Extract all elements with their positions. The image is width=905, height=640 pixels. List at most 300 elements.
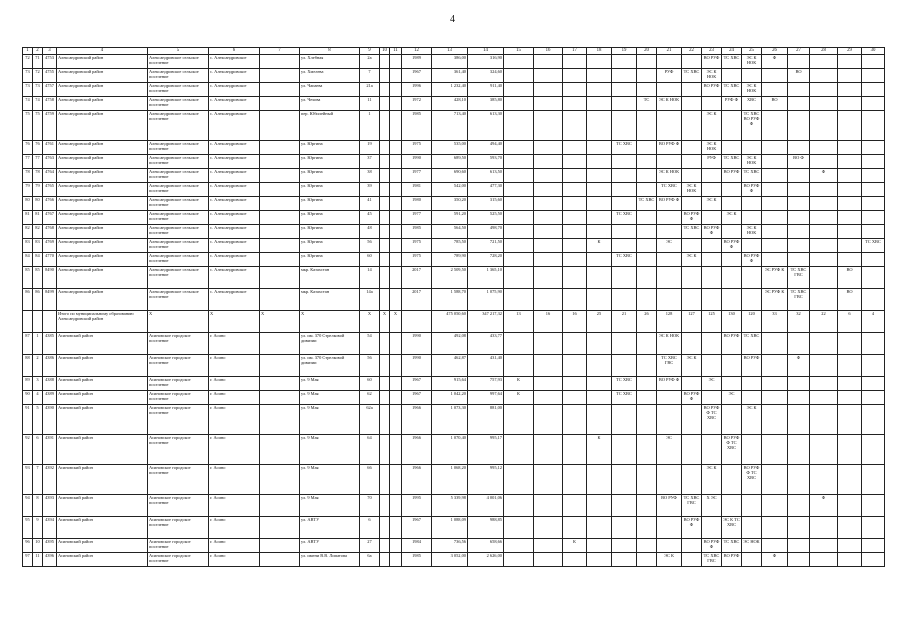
table-cell: [612, 539, 637, 553]
table-cell: ТС: [637, 97, 657, 111]
table-cell: Александровское сельское поселение: [148, 155, 209, 169]
table-cell: [657, 225, 682, 239]
table-cell: 1975: [402, 253, 432, 267]
table-row: [23, 355, 885, 377]
table-cell: [682, 83, 702, 97]
table-cell: Александровское сельское поселение: [148, 211, 209, 225]
table-cell: [682, 333, 702, 355]
table-cell: [504, 239, 534, 253]
table-cell: Александровское сельское поселение: [148, 169, 209, 183]
table-cell: [380, 333, 390, 355]
table-cell: 82: [33, 225, 43, 239]
table-cell: Асиновское городское поселение: [148, 391, 209, 405]
table-cell: ЭС: [657, 435, 682, 465]
table-cell: [657, 111, 682, 141]
table-cell: К: [587, 435, 612, 465]
col-number: 1: [23, 48, 33, 55]
table-cell: [682, 197, 702, 211]
table-cell: 73: [23, 83, 33, 97]
table-cell: ул. 9 Мая: [300, 405, 360, 435]
col-number: 7: [260, 48, 300, 55]
table-cell: [810, 289, 838, 311]
table-cell: К: [587, 239, 612, 253]
table-cell: 1966: [402, 435, 432, 465]
table-cell: [682, 289, 702, 311]
table-cell: [810, 267, 838, 289]
table-cell: [682, 55, 702, 69]
table-cell: с. Александровское: [209, 289, 260, 311]
table-cell: 128: [657, 311, 682, 333]
table-cell: [682, 97, 702, 111]
table-cell: Асиновское городское поселение: [148, 495, 209, 517]
table-cell: Ф: [762, 553, 788, 567]
table-cell: ВО РУФ Ф: [742, 183, 762, 197]
table-cell: [380, 377, 390, 391]
table-cell: 591,20: [432, 211, 468, 225]
table-cell: 1990: [402, 333, 432, 355]
table-cell: 78: [33, 169, 43, 183]
table-cell: [260, 289, 300, 311]
table-cell: 1 068,20: [432, 465, 468, 495]
table-cell: Александровское сельское поселение: [148, 225, 209, 239]
table-cell: ВО РУФ Ф ТС ХВС: [742, 465, 762, 495]
table-cell: [563, 517, 587, 539]
table-cell: 785,50: [432, 239, 468, 253]
table-cell: [402, 311, 432, 333]
col-number: 5: [148, 48, 209, 55]
table-cell: РУФ: [702, 155, 722, 169]
table-cell: [504, 253, 534, 267]
table-cell: с. Александровское: [209, 183, 260, 197]
table-cell: 911,40: [468, 83, 504, 97]
table-cell: [637, 55, 657, 69]
table-cell: [504, 97, 534, 111]
table-cell: 4: [862, 311, 885, 333]
table-cell: [838, 465, 862, 495]
table-cell: Александровское сельское поселение: [148, 83, 209, 97]
table-cell: [862, 355, 885, 377]
table-cell: [612, 97, 637, 111]
table-cell: [762, 155, 788, 169]
table-cell: [788, 111, 810, 141]
table-cell: [390, 55, 402, 69]
table-cell: 2 509,50: [432, 267, 468, 289]
table-cell: [563, 55, 587, 69]
table-cell: [260, 553, 300, 567]
table-cell: г. Асино: [209, 355, 260, 377]
table-cell: Александровское сельское поселение: [148, 289, 209, 311]
table-cell: [862, 111, 885, 141]
table-cell: [682, 377, 702, 391]
table-cell: [637, 253, 657, 267]
table-cell: [722, 355, 742, 377]
table-cell: [742, 267, 762, 289]
table-cell: ТС ХВС: [722, 83, 742, 97]
table-cell: [534, 55, 563, 69]
col-number: 15: [504, 48, 534, 55]
table-cell: [722, 69, 742, 83]
table-cell: 4394: [43, 517, 57, 539]
table-cell: [587, 553, 612, 567]
table-cell: 14: [360, 267, 380, 289]
table-cell: ВО: [838, 289, 862, 311]
table-cell: с. Александровское: [209, 141, 260, 155]
table-cell: [657, 517, 682, 539]
table-cell: [380, 289, 390, 311]
table-cell: 997,64: [468, 391, 504, 405]
table-cell: [504, 155, 534, 169]
table-cell: 81: [33, 211, 43, 225]
table-cell: 6: [838, 311, 862, 333]
table-cell: ВО РУФ: [657, 495, 682, 517]
table-cell: 385,80: [468, 97, 504, 111]
table-cell: [534, 435, 563, 465]
table-cell: Александровский район: [57, 155, 148, 169]
table-cell: [504, 267, 534, 289]
table-cell: 120: [742, 311, 762, 333]
table-cell: 83: [33, 239, 43, 253]
table-row: [23, 211, 885, 225]
table-cell: 60: [360, 377, 380, 391]
table-cell: [637, 465, 657, 495]
table-cell: [637, 83, 657, 97]
table-cell: ул. 9 Мая: [300, 435, 360, 465]
table-cell: 4769: [43, 239, 57, 253]
table-cell: [762, 435, 788, 465]
col-number: 30: [862, 48, 885, 55]
table-cell: 85: [33, 267, 43, 289]
table-cell: [534, 517, 563, 539]
table-cell: 1 088,09: [432, 517, 468, 539]
table-cell: Александровское сельское поселение: [148, 253, 209, 267]
table-cell: [612, 553, 637, 567]
table-cell: [762, 239, 788, 253]
table-cell: ул. Хмелева: [300, 69, 360, 83]
table-cell: 315,60: [468, 197, 504, 211]
table-cell: Асиновское городское поселение: [148, 405, 209, 435]
table-cell: ВО РУФ: [722, 169, 742, 183]
col-number: 21: [657, 48, 682, 55]
table-cell: [810, 197, 838, 211]
table-cell: ул. Юргина: [300, 253, 360, 267]
table-cell: 80: [33, 197, 43, 211]
table-cell: [702, 253, 722, 267]
table-cell: 386,00: [432, 55, 468, 69]
table-cell: [742, 289, 762, 311]
table-cell: [742, 517, 762, 539]
table-cell: мкр. Казахстан: [300, 289, 360, 311]
table-cell: [762, 183, 788, 197]
table-cell: [43, 311, 57, 333]
table-cell: [838, 239, 862, 253]
table-cell: Ф: [788, 355, 810, 377]
table-cell: [534, 97, 563, 111]
table-cell: 95: [23, 517, 33, 539]
table-cell: г. Асино: [209, 539, 260, 553]
table-cell: 6: [33, 435, 43, 465]
table-cell: [260, 377, 300, 391]
table-cell: Асиновский район: [57, 391, 148, 405]
table-cell: 492,08: [432, 333, 468, 355]
table-cell: ул. 9 Мая: [300, 377, 360, 391]
table-cell: 90: [23, 391, 33, 405]
table-cell: 498,70: [468, 225, 504, 239]
table-cell: [612, 355, 637, 377]
table-cell: [810, 553, 838, 567]
table-cell: ТС ХВС: [637, 197, 657, 211]
table-cell: 79: [33, 183, 43, 197]
table-cell: [504, 333, 534, 355]
table-cell: 475 050,60: [432, 311, 468, 333]
table-cell: Александровское сельское поселение: [148, 197, 209, 211]
table-cell: [587, 465, 612, 495]
table-cell: [504, 495, 534, 517]
table-cell: ВО РУФ Ф: [682, 517, 702, 539]
table-cell: [838, 225, 862, 239]
table-cell: 72: [23, 55, 33, 69]
table-cell: [838, 183, 862, 197]
table-cell: [722, 197, 742, 211]
table-cell: ВО РУФ: [722, 553, 742, 567]
table-cell: 1: [360, 111, 380, 141]
table-cell: [838, 169, 862, 183]
table-cell: РУФ Ф: [722, 97, 742, 111]
table-cell: Асиновское городское поселение: [148, 333, 209, 355]
table-cell: [587, 377, 612, 391]
table-cell: [838, 55, 862, 69]
table-cell: 94: [23, 495, 33, 517]
table-cell: [788, 517, 810, 539]
table-cell: [762, 141, 788, 155]
table-cell: 125: [702, 311, 722, 333]
table-cell: [534, 225, 563, 239]
table-cell: [504, 83, 534, 97]
table-cell: ЭС К: [702, 111, 722, 141]
table-cell: [838, 141, 862, 155]
table-cell: Александровский район: [57, 239, 148, 253]
table-cell: 13: [504, 311, 534, 333]
col-number: 26: [762, 48, 788, 55]
table-cell: 433,77: [468, 333, 504, 355]
table-cell: Асиновское городское поселение: [148, 355, 209, 377]
table-cell: 494,40: [468, 141, 504, 155]
table-cell: [682, 141, 702, 155]
table-cell: 54: [360, 333, 380, 355]
table-cell: ул. Юргина: [300, 183, 360, 197]
table-row: [23, 253, 885, 267]
table-cell: 76: [33, 141, 43, 155]
table-row: [23, 183, 885, 197]
table-cell: [390, 405, 402, 435]
table-cell: ул. Юргина: [300, 155, 360, 169]
table-cell: [862, 83, 885, 97]
table-cell: 8499: [43, 289, 57, 311]
table-cell: ТС ХВС: [722, 539, 742, 553]
table-cell: [657, 155, 682, 169]
table-row: [23, 517, 885, 539]
table-cell: ЭС К НОК: [657, 169, 682, 183]
table-cell: [722, 377, 742, 391]
table-cell: [563, 239, 587, 253]
table-cell: [587, 495, 612, 517]
table-cell: [657, 211, 682, 225]
table-cell: [742, 553, 762, 567]
table-cell: [390, 465, 402, 495]
table-cell: [838, 405, 862, 435]
col-number: 20: [637, 48, 657, 55]
table-cell: 27: [360, 539, 380, 553]
table-cell: 8490: [43, 267, 57, 289]
table-cell: 2: [33, 355, 43, 377]
table-cell: 988,85: [468, 517, 504, 539]
table-cell: [657, 55, 682, 69]
table-cell: [260, 83, 300, 97]
table-cell: ул. АВТУ: [300, 539, 360, 553]
table-cell: Александровский район: [57, 183, 148, 197]
table-cell: [563, 267, 587, 289]
table-cell: 1977: [402, 169, 432, 183]
table-cell: [762, 197, 788, 211]
table-cell: [657, 391, 682, 405]
table-cell: [612, 55, 637, 69]
table-cell: 73: [33, 83, 43, 97]
table-cell: [534, 169, 563, 183]
table-cell: [612, 183, 637, 197]
table-cell: [637, 391, 657, 405]
table-cell: [682, 111, 702, 141]
table-cell: [810, 539, 838, 553]
table-cell: [810, 355, 838, 377]
table-cell: 995,12: [468, 465, 504, 495]
table-cell: 22: [810, 311, 838, 333]
table-row: [23, 495, 885, 517]
table-cell: 62: [360, 391, 380, 405]
table-row: [23, 141, 885, 155]
table-cell: [788, 377, 810, 391]
table-row: [23, 377, 885, 391]
table-cell: [534, 197, 563, 211]
table-cell: [260, 355, 300, 377]
table-row: [23, 97, 885, 111]
table-cell: [862, 553, 885, 567]
table-cell: 5 339,98: [432, 495, 468, 517]
table-cell: [534, 405, 563, 435]
table-cell: [788, 405, 810, 435]
table-cell: [862, 97, 885, 111]
table-cell: 4753: [43, 55, 57, 69]
table-cell: Александровский район: [57, 141, 148, 155]
table-cell: ВО РУФ Ф: [702, 539, 722, 553]
table-cell: [563, 155, 587, 169]
table-cell: [390, 211, 402, 225]
table-cell: [762, 253, 788, 267]
table-cell: [862, 495, 885, 517]
table-cell: [637, 405, 657, 435]
table-cell: 92: [23, 435, 33, 465]
table-cell: ВО: [762, 97, 788, 111]
table-cell: Александровское сельское поселение: [148, 111, 209, 141]
table-cell: [534, 267, 563, 289]
table-cell: [788, 83, 810, 97]
table-cell: Ф: [810, 495, 838, 517]
table-cell: ВО: [788, 69, 810, 83]
table-cell: [563, 225, 587, 239]
table-cell: ул. 9 Мая: [300, 495, 360, 517]
table-cell: [504, 197, 534, 211]
table-cell: 38: [360, 169, 380, 183]
table-cell: [762, 465, 788, 495]
table-cell: ТС ХВС ГВС: [788, 267, 810, 289]
table-cell: 4759: [43, 111, 57, 141]
table-cell: [587, 197, 612, 211]
table-cell: [260, 253, 300, 267]
col-number: 9: [360, 48, 380, 55]
table-cell: [587, 69, 612, 83]
table-cell: 74: [23, 97, 33, 111]
table-cell: [637, 377, 657, 391]
table-cell: 21а: [360, 83, 380, 97]
table-cell: 45: [360, 211, 380, 225]
table-cell: [722, 495, 742, 517]
table-cell: 4755: [43, 69, 57, 83]
table-cell: ВО Ф: [788, 155, 810, 169]
table-cell: [682, 155, 702, 169]
table-cell: 1 232,40: [432, 83, 468, 97]
table-cell: Асиновское городское поселение: [148, 517, 209, 539]
table-cell: [657, 405, 682, 435]
table-cell: [702, 183, 722, 197]
table-row: [23, 465, 885, 495]
table-cell: [612, 333, 637, 355]
table-cell: Асиновский район: [57, 405, 148, 435]
table-cell: ТС ХВС: [742, 169, 762, 183]
table-cell: 33: [762, 311, 788, 333]
table-row: [23, 267, 885, 289]
table-cell: с. Александровское: [209, 197, 260, 211]
table-cell: [380, 495, 390, 517]
table-cell: [862, 465, 885, 495]
table-cell: 127: [682, 311, 702, 333]
table-cell: 1989: [402, 55, 432, 69]
table-cell: ТС ХВС: [612, 377, 637, 391]
table-cell: 89: [23, 377, 33, 391]
table-cell: 4391: [43, 435, 57, 465]
table-cell: [788, 225, 810, 239]
table-row: [23, 55, 885, 69]
table-cell: [862, 211, 885, 225]
table-cell: [657, 267, 682, 289]
table-cell: [563, 405, 587, 435]
table-cell: [762, 225, 788, 239]
table-cell: [390, 435, 402, 465]
table-cell: [390, 267, 402, 289]
table-cell: [504, 141, 534, 155]
table-cell: Александровский район: [57, 197, 148, 211]
table-cell: [390, 539, 402, 553]
table-cell: 1966: [402, 405, 432, 435]
table-cell: 789,90: [432, 253, 468, 267]
table-cell: мкр. Казахстан: [300, 267, 360, 289]
table-cell: [788, 141, 810, 155]
table-cell: [722, 141, 742, 155]
table-cell: [534, 239, 563, 253]
table-cell: Ф: [810, 169, 838, 183]
table-cell: [534, 69, 563, 83]
table-cell: [563, 391, 587, 405]
table-cell: с. Александровское: [209, 97, 260, 111]
table-cell: [390, 141, 402, 155]
table-cell: 1: [33, 333, 43, 355]
